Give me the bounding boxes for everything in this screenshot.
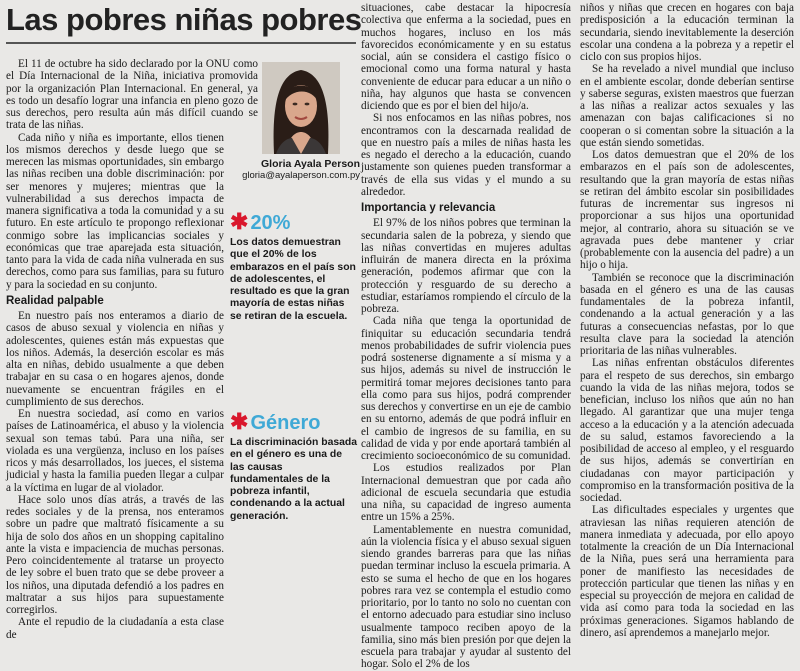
- paragraph: Si nos enfocamos en las niñas pobres, nos encontramos con la descarnada realidad de que en nuestro país a miles de niñas hasta les es negado el derecho a la educación, cuando justamente son quienes pueden transformar a través de ella sus vidas y el mundo a su alrededor.: [361, 112, 571, 198]
- paragraph: Cada niño y niña es importante, ellos tienen los mismos derechos y desde luego que se merecen las mismas oportunidades, sin embargo las niñas reciben una doble discriminación: por ser menores y mujeres; mientras que la vulnerabilidad a sus derechos impacta de manera significativa a toda la comunidad y a su futuro. En este artículo te propongo reflexionar conmigo sobre las implicancias sociales y económicas que trae aparejada esta situación, tanto para la vida de cada niña vulnerada en sus derechos, como para sus familias, para su futuro y para la sociedad en su conjunto.: [6, 131, 224, 291]
- article-column-3: [580, 2, 794, 639]
- paragraph: Las niñas enfrentan obstáculos diferentes para el respeto de sus derechos, sin embargo cuando la vida de las niñas mejora, todos se benefician, incluso los niños que aún no han llegado. Al garantizar que una mujer tenga acceso a la educación y a la atención adecuada de su salud, estamos favoreciendo a la posibilidad de acceso al empleo, y el resguardo de sus hijos, además se convertirían en ciudadanas con mayor participación y compromiso en la transformación positiva de la sociedad.: [580, 357, 794, 504]
- paragraph: Ante el repudio de la ciudadanía a esta clase de: [6, 616, 224, 641]
- callout-text: La discriminación basada en el género es una de las causas fundamentales de la pobreza infantil, condenando a la actual generación.: [230, 437, 358, 522]
- author-portrait-image: [262, 62, 340, 154]
- paragraph: El 97% de los niños pobres que terminan la secundaria salen de la pobreza, y siendo que las niñas convertidas en mujeres adultas influirán de manera directa en la próxima generación, podemos afirmar que con la protección y resguardo de su derecho a estudiar, estaríamos rompiendo el círculo de la pobreza.: [361, 217, 571, 315]
- paragraph: Lamentablemente en nuestra comunidad, aún la violencia física y el abuso sexual siguen siendo grandes barreras para que las niñas puedan terminar incluso la escuela primaria. A esto se suma el hecho de que en los hogares pobres rara vez se contempla el estudio como prioritario, por lo tanto no solo no cuentan con el entorno adecuado para estudiar sino incluso usualmente tampoco reciben apoyo de la familia, sino más bien presión por que dejen la escuela para trabajar y ayudar al sustento del hogar. Solo el 2% de los: [361, 523, 571, 671]
- article-column-1: [6, 58, 258, 641]
- paragraph: Los datos demuestran que el 20% de los embarazos en el país son de adolescentes, resultando que la gran mayoría de estas niñas se retiran del ámbito escolar sin posibilidades futuras de incrementar sus ingresos ni proporcionar a sus hijos una oportunidad mejor, al contrario, ahora su situación se ve agravada pues debe mantener y criar (probablemente con la ausencia del padre) a un hijo o hija.: [580, 149, 794, 272]
- paragraph: Se ha revelado a nivel mundial que incluso en el ambiente escolar, donde deberían sentirse y saberse seguras, existen maestros que fuerzan a las niñas a realizar actos sexuales y las amenazan con bajas calificaciones si no cooperan o si comentan sobre la situación a la que están siendo sometidas.: [580, 63, 794, 149]
- title-rule: [6, 42, 356, 44]
- article-title: Las pobres niñas pobres: [6, 2, 362, 37]
- section-heading: Importancia y relevancia: [361, 202, 496, 214]
- byline: [226, 158, 360, 181]
- paragraph: niños y niñas que crecen en hogares con baja predisposición a la educación terminan la secundaria, siendo inevitablemente la deserción escolar una condena a la pobreza y a repetir el ciclo con sus propios hijos.: [580, 2, 794, 63]
- author-photo: [262, 62, 340, 154]
- callout-value: 20%: [250, 212, 291, 234]
- paragraph: situaciones, cabe destacar la hipocresía colectiva que enferma a la sociedad, pues en muchos hogares, incluso en los más favorecidos económicamente y en su estatus social, aún se considera el castigo físico o emocional como una forma natural y hasta conveniente de educar para educar a un niño o niña, hay algunos que hasta se convencen diciendo que es por el bien del hijo/a.: [361, 2, 571, 112]
- asterisk-icon: ✱: [230, 209, 249, 234]
- author-email: gloria@ayalaperson.com.py: [242, 170, 360, 181]
- paragraph: En nuestro país nos enteramos a diario de casos de abuso sexual y violencia en niñas y adolescentes, quienes están más expuestas que los niños. Además, la deserción escolar es más alta en niñas, debido usualmente a que deben trabajar en su casa o en hogares ajenos, donde nuevamente se encuentran frágiles en el cumplimiento de sus derechos.: [6, 310, 224, 408]
- section-heading: Realidad palpable: [6, 294, 104, 307]
- asterisk-icon: ✱: [230, 409, 249, 434]
- paragraph: También se reconoce que la discriminación basada en el género es una de las causas fundamentales de la pobreza infantil, condenando a la actual generación y a las futuras a consecuencias nefastas, por lo que resulta clave para la sociedad la atención prioritaria de las niñas vulnerables.: [580, 271, 794, 357]
- paragraph: En nuestra sociedad, así como en varios países de Latinoamérica, el abuso y la violencia sexual son temas tabú. Para una niña, ser violada es una vergüenza, incluso en los países ricos y más desarrollados, los jueces, el sistema judicial y hasta la familia pueden llegar a culpar a la víctima en lugar de al violador.: [6, 408, 224, 494]
- paragraph: Los estudios realizados por Plan Internacional demuestran que por cada año adicional de escuela secundaria que estudia una niña, su capacidad de ingreso aumenta entre un 15% a 25%.: [361, 462, 571, 524]
- paragraph: El 11 de octubre ha sido declarado por la ONU como el Día Internacional de la Niña, iniciativa promovida por la organización Plan Internacional. En general, ya es todo un desafío lograr una infancia en pleno gozo de sus derechos, pero resulta aún más difícil cuando se trata de las niñas.: [6, 58, 258, 132]
- callout-text: Los datos demuestran que el 20% de los embarazos en el país son de adolescentes, el resultado es que la gran mayoría de estas niñas se retiran de la escuela.: [230, 237, 356, 322]
- callout-20-percent: [230, 210, 358, 323]
- paragraph: Las dificultades especiales y urgentes que atraviesan las niñas requieren atención de manera inmediata y adecuada, por ello apoyo totalmente la creación de un Día Internacional de la Niña, pues será una herramienta para poner de manifiesto las necesidades de protección particular que tienen las niñas y en especial su proyección de mejora en calidad de vida así como para toda la sociedad en las próximas generaciones. Sigamos hablando de dinero, así aprendemos a manejarlo mejor.: [580, 504, 794, 639]
- author-name: Gloria Ayala Person: [260, 158, 360, 170]
- callout-heading: [230, 410, 358, 435]
- callout-heading: [230, 210, 358, 235]
- callout-genero: [230, 410, 358, 523]
- article-column-2: [361, 2, 572, 671]
- callout-value: Género: [250, 412, 321, 434]
- paragraph: Hace solo unos días atrás, a través de las redes sociales y de la prensa, nos enteramos sobre un padre que maltrató físicamente a su hija de solo dos años en un shopping capitalino ante la vista e impaciencia de muchas personas. Pero coincidentemente al tratarse un proyecto de ley sobre el buen trato que se debe proveer a los niños, una diputada defendió a los padres en maltratar a sus hijos para supuestamente corregirlos.: [6, 493, 224, 616]
- paragraph: Cada niña que tenga la oportunidad de finiquitar su educación secundaria tendrá menos probabilidades de sufrir violencia pues podrá sostenerse dignamente a sí misma y a sus hijos, además su nivel de instrucción le permitirá tomar mejores decisiones tanto para ella como para sus hijos, podrá comprender sus derechos y convertirse en un eje de cambio en su entorno, además de que podrá influir en el cambio de ingresos de su familia, en su calidad de vida y por ende aportará también al crecimiento socioeconómico de su comunidad.: [361, 315, 572, 462]
